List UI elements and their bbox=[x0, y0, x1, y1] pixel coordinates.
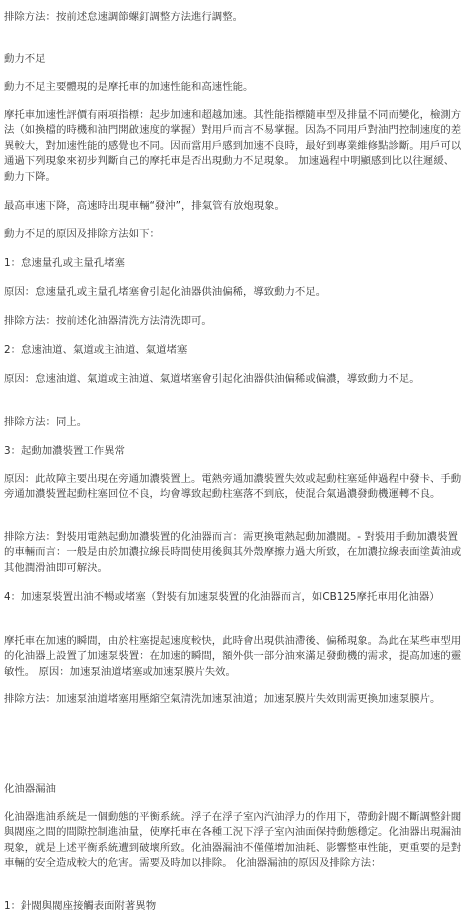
cause-2-heading: 2：怠速油道、氣道或主油道、氣道堵塞 bbox=[4, 344, 188, 356]
paragraph-acceleration-evaluation: 摩托車加速性評價有兩項指標：起步加速和超越加速。其性能指標隨車型及排量不同而變化，檢測方法（如換檔的時機和油門開啟速度的掌握）對用戶而言不易掌握。因為不同用戶對油門控制速度的差異較大，對加速性能的感覺也不同。因而當用戶感到加速不良時，最好到專業維修點診斷。用戶可以通過下列現象來初步判斷自己的摩托車是否出現動力不足現象。 加速過程中明顯感到比以往遲緩、動力下降。 bbox=[4, 109, 462, 183]
leak-cause-1-heading: 1：針閥與閥座接觸表面附著異物 bbox=[4, 900, 157, 912]
cause-4-fix: 排除方法：加速泵油道堵塞用壓縮空氣清洗加速泵油道；加速泵膜片失效則需更換加速泵膜片。 bbox=[4, 693, 441, 705]
cause-2-fix: 排除方法：同上。 bbox=[4, 416, 88, 428]
cause-1-heading: 1：怠速量孔或主量孔堵塞 bbox=[4, 257, 125, 269]
cause-2-reason: 原因：怠速油道、氣道或主油道、氣道堵塞會引起化油器供油偏稀或偏濃，導致動力不足。 bbox=[4, 373, 420, 385]
cause-4-reason: 摩托車在加速的瞬間，由於柱塞提起速度較快，此時會出現供油滯後、偏稀現象。為此在某些車型用的化油器上設置了加速泵裝置：在加速的瞬間，額外供一部分油來滿足發動機的需求，提高加速的靈敏性。 原因：加速泵油道堵塞或加速泵膜片失效。 bbox=[4, 635, 462, 678]
cause-3-heading: 3：起動加濃裝置工作異常 bbox=[4, 445, 125, 457]
cause-1-fix: 排除方法：按前述化油器清洗方法清洗即可。 bbox=[4, 315, 212, 327]
paragraph-power-definition: 動力不足主要體現的是摩托車的加速性能和高速性能。 bbox=[4, 81, 254, 93]
heading-carburetor-leak: 化油器漏油 bbox=[4, 783, 56, 795]
paragraph-top-speed-drop: 最高車速下降，高速時出現車輛“發沖”，排氣管有放炮現象。 bbox=[4, 200, 285, 212]
cause-3-fix: 排除方法：對裝用電熱起動加濃裝置的化油器而言：需更換電熱起動加濃閥。- 對裝用手動加濃裝置的車輛而言：一般是由於加濃拉線長時間使用後與其外殼摩擦力過大所致，在加濃拉線表面塗黃油或其他潤滑油即可解決。 bbox=[4, 531, 462, 574]
paragraph-carburetor-leak: 化油器進油系統是一個動態的平衡系統。浮子在浮子室內汽油浮力的作用下，帶動針閥不斷調整針閥與閥座之間的間隙控制進油量，使摩托車在各種工況下浮子室內油面保持動態穩定。化油器出現漏油現象，就是上述平衡系統遭到破壞所致。化油器漏油不僅僅增加油耗、影響整車性能，更重要的是對車輛的安全造成較大的危害。需要及時加以排除。 化油器漏油的原因及排除方法： bbox=[4, 811, 462, 870]
cause-4-heading: 4：加速泵裝置出油不暢或堵塞（對裝有加速泵裝置的化油器而言，如CB125摩托車用化油器） bbox=[4, 591, 440, 603]
heading-insufficient-power: 動力不足 bbox=[4, 53, 46, 65]
cause-3-reason: 原因：此故障主要出現在旁通加濃裝置上。電熱旁通加濃裝置失效或起動柱塞延伸過程中發卡、手動旁通加濃裝置起動柱塞回位不良，均會導致起動柱塞落不到底，使混合氣過濃發動機運轉不良。 bbox=[4, 473, 462, 501]
paragraph-adjustment-method: 排除方法：按前述怠速調節螺釘調整方法進行調整。 bbox=[4, 11, 243, 23]
paragraph-causes-intro: 動力不足的原因及排除方法如下： bbox=[4, 228, 160, 240]
cause-1-reason: 原因：怠速量孔或主量孔堵塞會引起化油器供油偏稀，導致動力不足。 bbox=[4, 286, 327, 298]
